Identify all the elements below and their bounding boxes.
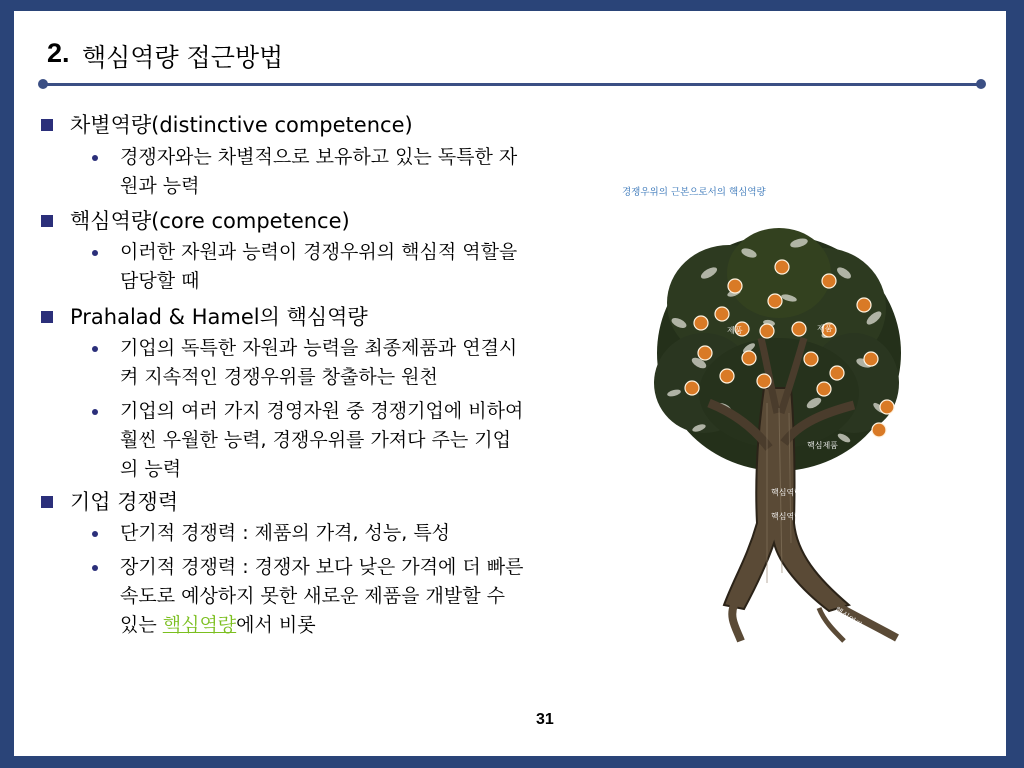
bullet-line: 기업의 여러 가지 경영자원 중 경쟁기업에 비하여 bbox=[120, 400, 524, 422]
bullet-dot bbox=[92, 250, 98, 256]
section-heading-text: 기업 경쟁력 bbox=[70, 490, 179, 514]
tree-label-core-product: 핵심제품 bbox=[807, 441, 838, 450]
section-bullet-square bbox=[41, 496, 53, 508]
bullet-text bbox=[120, 334, 620, 392]
divider-left-dot bbox=[38, 79, 48, 89]
tree-label-root: 핵심역량 bbox=[832, 605, 864, 631]
section-heading-core bbox=[70, 205, 350, 235]
bullet-line: 의 능력 bbox=[120, 458, 182, 480]
tree-label-core-competence-2: 핵심역량2 bbox=[771, 512, 808, 521]
section-heading-competitiveness bbox=[70, 486, 178, 516]
bullet-text-segment: 에서 비롯 bbox=[236, 614, 316, 636]
section-heading-distinctive bbox=[70, 109, 413, 139]
bullet-text bbox=[120, 238, 620, 296]
divider-right-dot bbox=[976, 79, 986, 89]
bullet-dot bbox=[92, 346, 98, 352]
tree-label-product-lower: 제품 bbox=[867, 441, 883, 450]
highlighted-term-core-competence: 핵심역량 bbox=[162, 614, 237, 636]
bullet-dot bbox=[92, 409, 98, 415]
bullet-line: 경쟁자와는 차별적으로 보유하고 있는 독특한 자 bbox=[120, 146, 518, 168]
bullet-dot bbox=[92, 565, 98, 571]
bullet-line: 이러한 자원과 능력이 경쟁우위의 핵심적 역할을 bbox=[120, 241, 518, 263]
section-heading-text: 핵심역량(core competence) bbox=[70, 209, 350, 233]
bullet-line: 담당할 때 bbox=[120, 270, 200, 292]
bullet-line bbox=[120, 611, 620, 640]
bullet-text bbox=[120, 553, 620, 640]
page-number: 31 bbox=[536, 711, 554, 728]
bullet-line: 장기적 경쟁력 : 경쟁자 보다 낮은 가격에 더 빠른 bbox=[120, 556, 524, 578]
section-heading-text: Prahalad & Hamel의 핵심역량 bbox=[70, 305, 368, 329]
bullet-text-segment: 있는 bbox=[120, 614, 163, 636]
title-divider bbox=[44, 83, 982, 86]
core-competence-tree-illustration bbox=[639, 213, 909, 643]
section-bullet-square bbox=[41, 215, 53, 227]
bullet-line: 단기적 경쟁력 : 제품의 가격, 성능, 특성 bbox=[120, 522, 451, 544]
tree-label-product-right: 제품 bbox=[817, 324, 833, 333]
slide-title: 핵심역량 접근방법 bbox=[82, 43, 284, 72]
section-heading-text: 차별역량(distinctive competence) bbox=[70, 113, 413, 137]
bullet-dot bbox=[92, 155, 98, 161]
bullet-line: 기업의 독특한 자원과 능력을 최종제품과 연결시 bbox=[120, 337, 518, 359]
bullet-text bbox=[120, 397, 620, 484]
tree-label-product-left: 제품 bbox=[727, 326, 743, 335]
slide-canvas bbox=[14, 11, 1006, 756]
tree-label-core-competence-1: 핵심역량1 bbox=[771, 488, 808, 497]
bullet-line: 켜 지속적인 경쟁우위를 창출하는 원천 bbox=[120, 366, 438, 388]
figure-caption: 경쟁우위의 근본으로서의 핵심역량 bbox=[622, 187, 766, 198]
section-bullet-square bbox=[41, 311, 53, 323]
section-bullet-square bbox=[41, 119, 53, 131]
bullet-dot bbox=[92, 531, 98, 537]
bullet-text bbox=[120, 519, 620, 548]
bullet-text bbox=[120, 143, 620, 201]
slide-title-number: 2. bbox=[47, 38, 70, 68]
bullet-line: 속도로 예상하지 못한 새로운 제품을 개발할 수 bbox=[120, 585, 505, 607]
bullet-line: 원과 능력 bbox=[120, 175, 200, 197]
section-heading-prahalad-hamel bbox=[70, 301, 368, 331]
bullet-line: 훨씬 우월한 능력, 경쟁우위를 가져다 주는 기업 bbox=[120, 429, 512, 451]
